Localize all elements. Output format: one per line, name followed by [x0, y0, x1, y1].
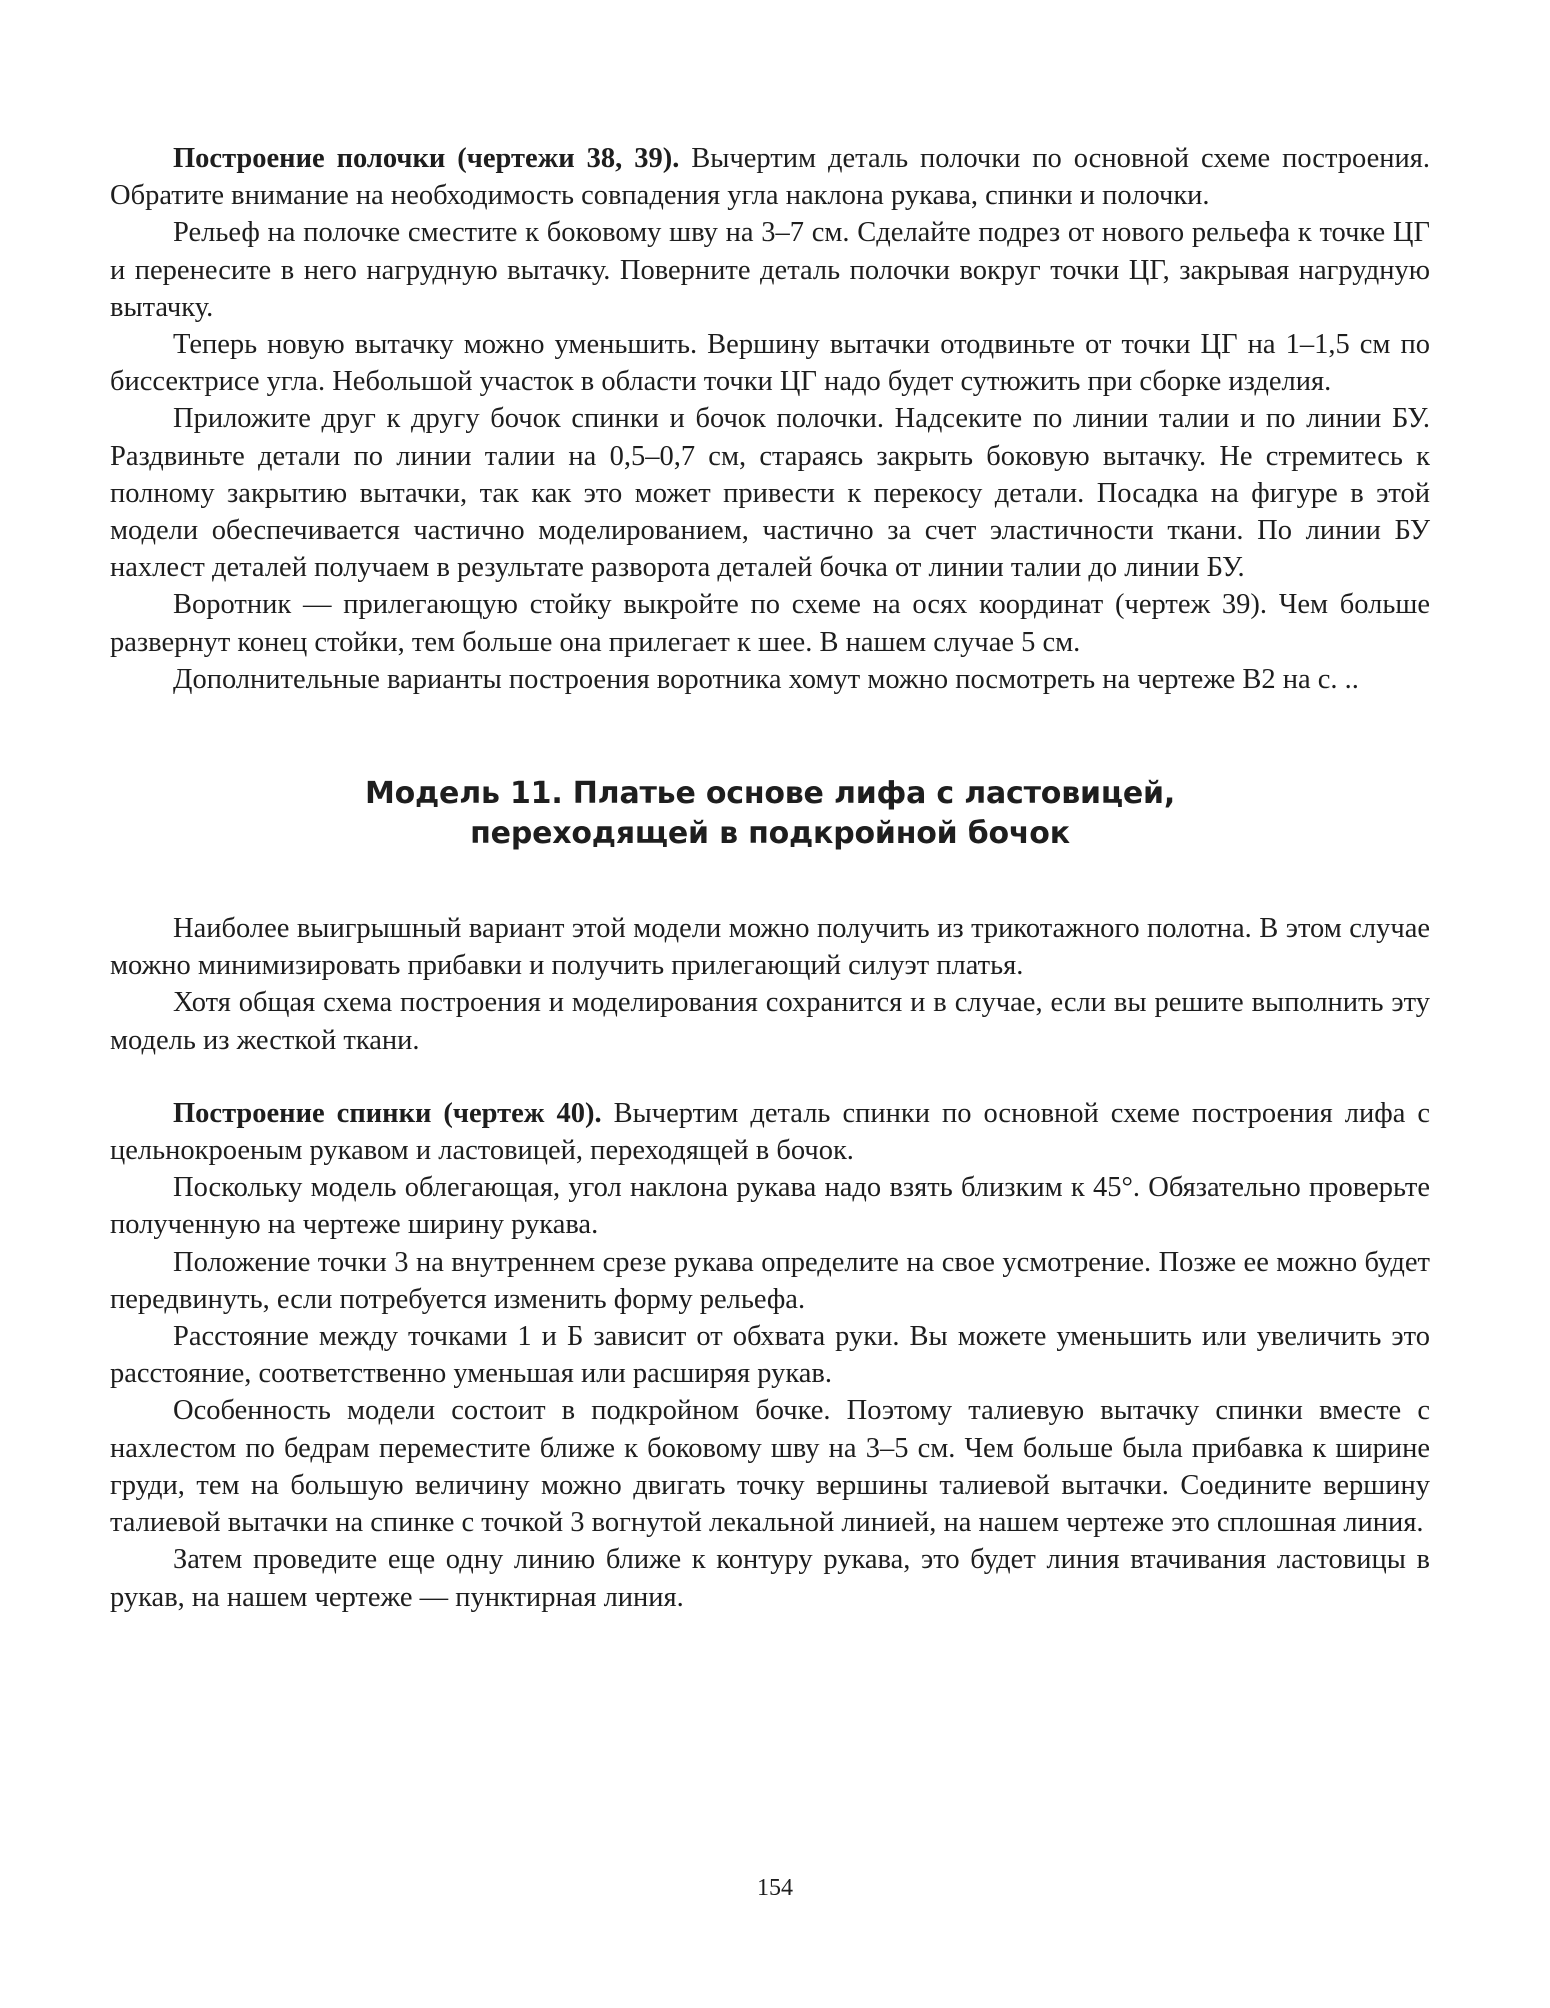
paragraph-text: Вычертим деталь спинки по основной схеме построения лифа с цельнокроеным рукавом и ластовицей, переходящей в бочок. — [110, 1097, 1431, 1167]
paragraph-point-3: Положение точки 3 на внутреннем срезе рукава определите на свое усмотрение. Позже ее можно будет передвинуть, если потребуется изменить форму рельефа. — [110, 1246, 1430, 1315]
page-content — [110, 140, 1430, 1616]
paragraph-bodice-front-construction — [110, 140, 1430, 214]
paragraph-relief-shift: Рельеф на полочке сместите к боковому шву на 3–7 см. Сделайте подрез от нового рельефа к точке ЦГ и перенесите в него нагрудную вытачку. Поверните деталь полочки вокруг точки ЦГ, закрывая нагрудную вытачку. — [110, 217, 1430, 323]
spacer — [110, 854, 1430, 910]
paragraph-text: Вычертим деталь полочки по основной схеме построения. Обратите внимание на необходимость совпадения угла наклона рукава, спинки и полочки. — [110, 143, 1430, 212]
paragraph-stiff-fabric: Хотя общая схема построения и моделирования сохранится и в случае, если вы решите выполнить эту модель из жесткой ткани. — [110, 987, 1430, 1056]
spacer — [110, 698, 1430, 774]
paragraph-side-panel-feature: Особенность модели состоит в подкройном бочке. Поэтому талиевую вытачку спинки вместе с нахлестом по бедрам переместите ближе к боковому шву на 3–5 см. Чем больше была прибавка к ширине груди, тем на большую величину можно двигать точку вершины талиевой вытачки. Соедините вершину талиевой вытачки на спинке с точкой 3 вогнутой лекальной линией, на нашем чертеже это сплошная линия. — [110, 1395, 1430, 1539]
paragraph-dart-reduce: Теперь новую вытачку можно уменьшить. Вершину вытачки отодвиньте от точки ЦГ на 1–1,5 см по биссектрисе угла. Небольшой участок в области точки ЦГ надо будет сутюжить при сборке изделия. — [110, 329, 1430, 398]
spacer — [110, 1059, 1430, 1095]
paragraph-back-construction — [110, 1095, 1430, 1169]
paragraph-model-intro: Наиболее выигрышный вариант этой модели можно получить из трикотажного полотна. В этом случае можно минимизировать прибавки и получить прилегающий силуэт платья. — [110, 913, 1430, 982]
paragraph-collar-variants: Дополнительные варианты построения воротника хомут можно посмотреть на чертеже В2 на с. .. — [173, 663, 1359, 695]
paragraph-lead: Построение полочки (чертежи 38, 39). — [173, 143, 680, 174]
paragraph-distance-1-b: Расстояние между точками 1 и Б зависит от обхвата руки. Вы можете уменьшить или увеличить это расстояние, соответственно уменьшая или расширяя рукав. — [110, 1321, 1430, 1390]
heading-line-1: Модель 11. Платье основе лифа с ластовицей, — [364, 776, 1176, 812]
paragraph-sleeve-angle: Поскольку модель облегающая, угол наклона рукава надо взять близким к 45°. Обязательно проверьте полученную на чертеже ширину рукава. — [110, 1172, 1430, 1241]
paragraph-collar: Воротник — прилегающую стойку выкройте по схеме на осях координат (чертеж 39). Чем больше развернут конец стойки, тем больше она прилегает к шее. В нашем случае 5 см. — [110, 589, 1430, 658]
heading-line-2: переходящей в подкройной бочок — [470, 816, 1070, 852]
paragraph-lead: Построение спинки (чертеж 40). — [173, 1097, 602, 1129]
page-number: 154 — [757, 1875, 793, 1901]
paragraph-gusset-line: Затем проведите еще одну линию ближе к контуру рукава, это будет линия втачивания ластовицы в рукав, на нашем чертеже — пунктирная линия. — [110, 1544, 1430, 1613]
paragraph-side-pieces: Приложите друг к другу бочок спинки и бочок полочки. Надсеките по линии талии и по линии БУ. Раздвиньте детали по линии талии на 0,5–0,7 см, стараясь закрыть боковую вытачку. Не стремитесь к полному закрытию вытачки, так как это может привести к перекосу детали. Посадка на фигуре в этой модели обеспечивается частично моделированием, частично за счет эластичности ткани. По линии БУ нахлест деталей получаем в результате разворота деталей бочка от линии талии до линии БУ. — [110, 403, 1430, 584]
section-heading — [110, 774, 1430, 854]
